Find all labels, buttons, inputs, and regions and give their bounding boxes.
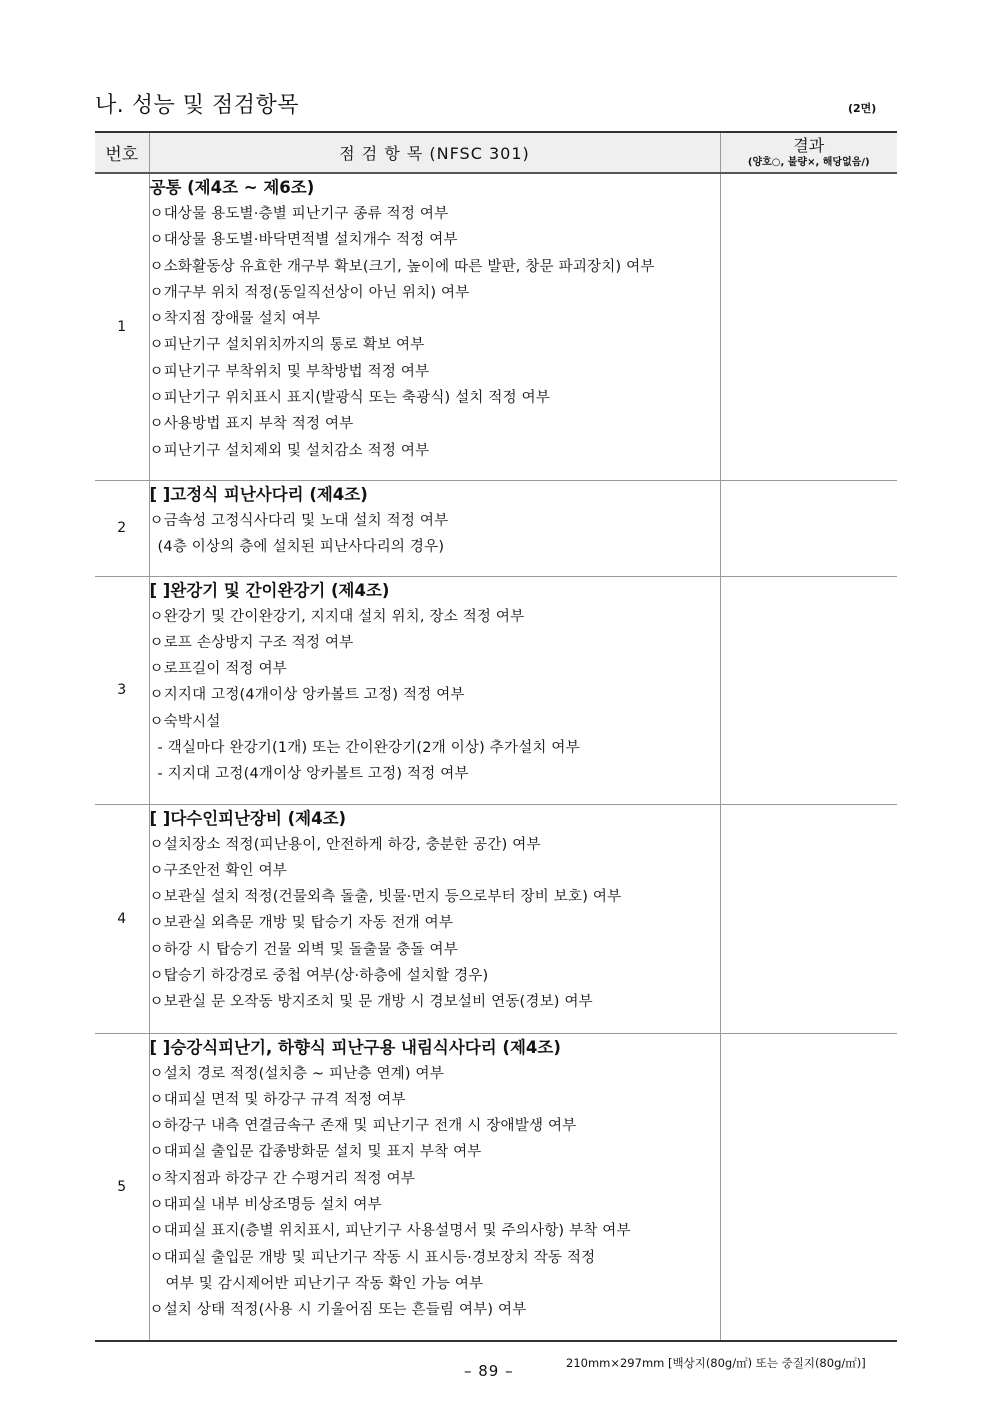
check-item: 여부 및 감시제어반 피난기구 작동 확인 가능 여부 (165, 1275, 484, 1292)
check-item: ㅇ대피실 출입문 개방 및 피난기구 작동 시 표시등·경보장치 작동 적정 (149, 1249, 596, 1266)
check-item: ㅇ피난기구 부착위치 및 부착방법 적정 여부 (149, 363, 430, 380)
row-number: 2 (95, 480, 149, 576)
result-cell[interactable] (720, 173, 897, 480)
section-title: [ ]승강식피난기, 하향식 피난구용 내림식사다리 (제4조) (149, 1037, 561, 1057)
check-item: ㅇ지지대 고정(4개이상 앙카볼트 고정) 적정 여부 (149, 687, 465, 704)
check-item: ㅇ개구부 위치 적정(동일직선상이 아닌 위치) 여부 (149, 284, 470, 301)
page-title: 나. 성능 및 점검항목 (95, 93, 299, 118)
table-row (95, 480, 897, 576)
check-item: ㅇ설치장소 적정(피난용이, 안전하게 하강, 충분한 공간) 여부 (149, 836, 541, 853)
row-items (149, 576, 720, 804)
check-item: ㅇ대상물 용도별·층별 피난기구 종류 적정 여부 (149, 206, 449, 222)
header-result (720, 132, 897, 173)
check-item: ㅇ피난기구 설치위치까지의 통로 확보 여부 (149, 337, 425, 354)
check-item: (4층 이상의 층에 설치된 피난사다리의 경우) (157, 538, 445, 555)
check-item: ㅇ탑승기 하강경로 중첩 여부(상·하층에 설치할 경우) (149, 967, 489, 984)
result-cell[interactable] (720, 480, 897, 576)
row-number: 1 (95, 173, 149, 480)
check-item: - 지지대 고정(4개이상 앙카볼트 고정) 적정 여부 (157, 766, 469, 783)
row-number: 5 (95, 1033, 149, 1341)
header-number: 번호 (95, 132, 149, 173)
result-cell[interactable] (720, 804, 897, 1033)
row-number: 3 (95, 576, 149, 804)
check-item: ㅇ보관실 문 오작동 방지조치 및 문 개방 시 경보설비 연동(경보) 여부 (149, 994, 593, 1011)
check-item: ㅇ소화활동상 유효한 개구부 확보(크기, 높이에 따른 발판, 창문 파괴장치) 여부 (149, 258, 655, 275)
check-item: ㅇ착지점과 하강구 간 수평거리 적정 여부 (149, 1170, 416, 1187)
table-row (95, 1033, 897, 1341)
section-title: [ ]고정식 피난사다리 (제4조) (149, 484, 368, 504)
check-item: ㅇ숙박시설 (149, 713, 221, 730)
section-title: [ ]완강기 및 간이완강기 (제4조) (149, 580, 390, 600)
header-result-label: 결과 (793, 135, 825, 155)
check-item: ㅇ로프길이 적정 여부 (149, 661, 287, 678)
table-header-row (95, 132, 897, 173)
check-item: ㅇ보관실 외측문 개방 및 탑승기 자동 전개 여부 (149, 915, 454, 932)
page-number: – 89 – (464, 1362, 514, 1380)
check-item: ㅇ사용방법 표지 부착 적정 여부 (149, 416, 354, 433)
inspection-table (95, 131, 897, 1342)
header-result-legend: (양호○, 불량×, 해당없음/) (747, 156, 870, 168)
check-item: - 객실마다 완강기(1개) 또는 간이완강기(2개 이상) 추가설치 여부 (157, 739, 580, 756)
check-item: ㅇ보관실 설치 적정(건물외측 돌출, 빗물·먼지 등으로부터 장비 보호) 여부 (149, 889, 622, 906)
check-item: ㅇ대상물 용도별·바닥면적별 설치개수 적정 여부 (149, 232, 458, 249)
check-item: ㅇ금속성 고정식사다리 및 노대 설치 적정 여부 (149, 512, 449, 529)
check-item: ㅇ하강 시 탑승기 건물 외벽 및 돌출물 충돌 여부 (149, 941, 458, 958)
page-side-label: (2면) (848, 102, 877, 115)
table-row (95, 576, 897, 804)
check-item: ㅇ피난기구 위치표시 표지(발광식 또는 축광식) 설치 적정 여부 (149, 390, 551, 407)
result-cell[interactable] (720, 576, 897, 804)
check-item: ㅇ설치 경로 적정(설치층 ~ 피난층 연계) 여부 (149, 1065, 444, 1082)
row-items (149, 804, 720, 1033)
row-items (149, 173, 720, 480)
table-row (95, 173, 897, 480)
row-items (149, 1033, 720, 1341)
table-row (95, 804, 897, 1033)
section-title: [ ]다수인피난장비 (제4조) (149, 808, 347, 828)
check-item: ㅇ대피실 표지(층별 위치표시, 피난기구 사용설명서 및 주의사항) 부착 여부 (149, 1223, 631, 1240)
check-item: ㅇ로프 손상방지 구조 적정 여부 (149, 634, 354, 651)
result-cell[interactable] (720, 1033, 897, 1341)
section-title: 공통 (제4조 ~ 제6조) (149, 178, 315, 197)
check-item: ㅇ착지점 장애물 설치 여부 (149, 311, 321, 328)
check-item: ㅇ구조안전 확인 여부 (149, 862, 287, 879)
check-item: ㅇ대피실 면적 및 하강구 규격 적정 여부 (149, 1091, 406, 1108)
check-item: ㅇ설치 상태 적정(사용 시 기울어짐 또는 흔들림 여부) 여부 (149, 1302, 527, 1319)
check-item: ㅇ피난기구 설치제외 및 설치감소 적정 여부 (149, 442, 430, 459)
check-item: ㅇ하강구 내측 연결금속구 존재 및 피난기구 전개 시 장애발생 여부 (149, 1118, 577, 1135)
row-number: 4 (95, 804, 149, 1033)
check-item: ㅇ완강기 및 간이완강기, 지지대 설치 위치, 장소 적정 여부 (149, 608, 525, 625)
check-item: ㅇ대피실 내부 비상조명등 설치 여부 (149, 1196, 382, 1213)
header-inspection-items: 점 검 항 목 (NFSC 301) (149, 132, 720, 173)
row-items (149, 480, 720, 576)
paper-spec: 210mm×297mm [백상지(80g/㎡) 또는 중질지(80g/㎡)] (566, 1356, 866, 1370)
check-item: ㅇ대피실 출입문 갑종방화문 설치 및 표지 부착 여부 (149, 1144, 482, 1161)
